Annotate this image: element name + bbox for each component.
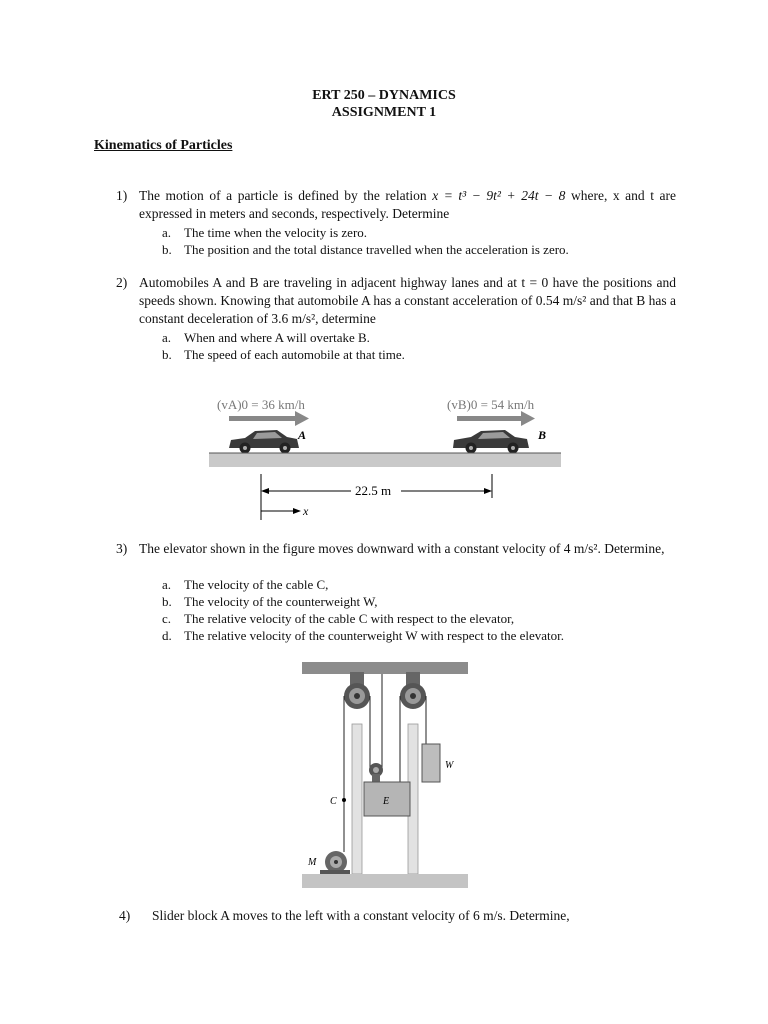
item-text: When and where A will overtake B. [184, 330, 370, 345]
question-text-part: where, x and t are expressed in meters and seconds, respectively. Determine [139, 188, 676, 221]
question-number: 4) [119, 908, 131, 923]
guide-rail-left [352, 724, 362, 874]
counterweight-label: W [445, 760, 454, 771]
item-text: The relative velocity of the counterweight W with respect to the elevator. [184, 628, 564, 643]
motor-label: M [308, 857, 317, 868]
cable-label: C [330, 796, 337, 807]
car-b-label: B [538, 428, 547, 442]
item-text: The position and the total distance travelled when the acceleration is zero. [184, 242, 569, 257]
item-text: The velocity of the counterweight W, [184, 594, 378, 609]
ceiling-beam [302, 662, 468, 674]
item-text: The velocity of the cable C, [184, 577, 329, 592]
pulley-right-icon [400, 672, 426, 709]
item-letter: a. [162, 330, 172, 345]
car-b-icon [453, 430, 529, 454]
section-title: Kinematics of Particles [94, 138, 233, 153]
item-text: The time when the velocity is zero. [184, 225, 368, 240]
course-title: ERT 250 – DYNAMICS [312, 88, 456, 103]
item-text: The relative velocity of the cable C with respect to the elevator, [184, 611, 515, 626]
car-a-label: A [298, 428, 307, 442]
velocity-b-arrow [457, 411, 535, 426]
question-text: Automobiles A and B are traveling in adjacent highway lanes and at t = 0 have the positions and speeds shown. Knowing that automobile A has a constant acceleration of 0.54 m/s² and that B has a constant deceleration of 3.6 m/s², determine [139, 275, 676, 326]
elevator-label: E [383, 796, 390, 807]
item-letter: a. [162, 225, 172, 240]
question-number: 1) [116, 188, 128, 203]
question-text: The elevator shown in the figure moves downward with a constant velocity of 4 m/s². Determine, [139, 541, 665, 556]
item-letter: d. [162, 628, 172, 643]
item-letter: a. [162, 577, 172, 592]
distance-label: 22.5 m [355, 483, 392, 498]
elevator-pulley-icon [369, 763, 383, 784]
question-number: 2) [116, 275, 128, 290]
velocity-b-label: (vB)0 = 54 km/h [447, 397, 535, 412]
assignment-title: ASSIGNMENT 1 [331, 105, 437, 120]
automobiles-figure [205, 392, 565, 524]
car-a-icon [229, 430, 299, 454]
floor [302, 874, 468, 888]
item-letter: b. [162, 594, 172, 609]
item-letter: b. [162, 242, 172, 257]
velocity-a-label: (vA)0 = 36 km/h [217, 397, 305, 412]
velocity-a-arrow [229, 411, 309, 426]
cable-point-c [342, 798, 346, 802]
motion-equation: x = t³ − 9t² + 24t − 8 [432, 188, 566, 203]
question-text [139, 187, 676, 223]
question-number: 3) [116, 541, 128, 556]
road [209, 453, 561, 467]
x-axis-label: x [303, 504, 309, 518]
pulley-left-icon [344, 672, 370, 709]
item-letter: b. [162, 347, 172, 362]
question-text-part: The motion of a particle is defined by the relation [139, 188, 433, 203]
question-text: Slider block A moves to the left with a constant velocity of 6 m/s. Determine, [152, 908, 570, 923]
motor-icon [320, 851, 350, 876]
item-text: The speed of each automobile at that time. [184, 347, 405, 362]
elevator-figure [302, 662, 470, 890]
item-letter: c. [162, 611, 172, 626]
counterweight [422, 744, 440, 782]
